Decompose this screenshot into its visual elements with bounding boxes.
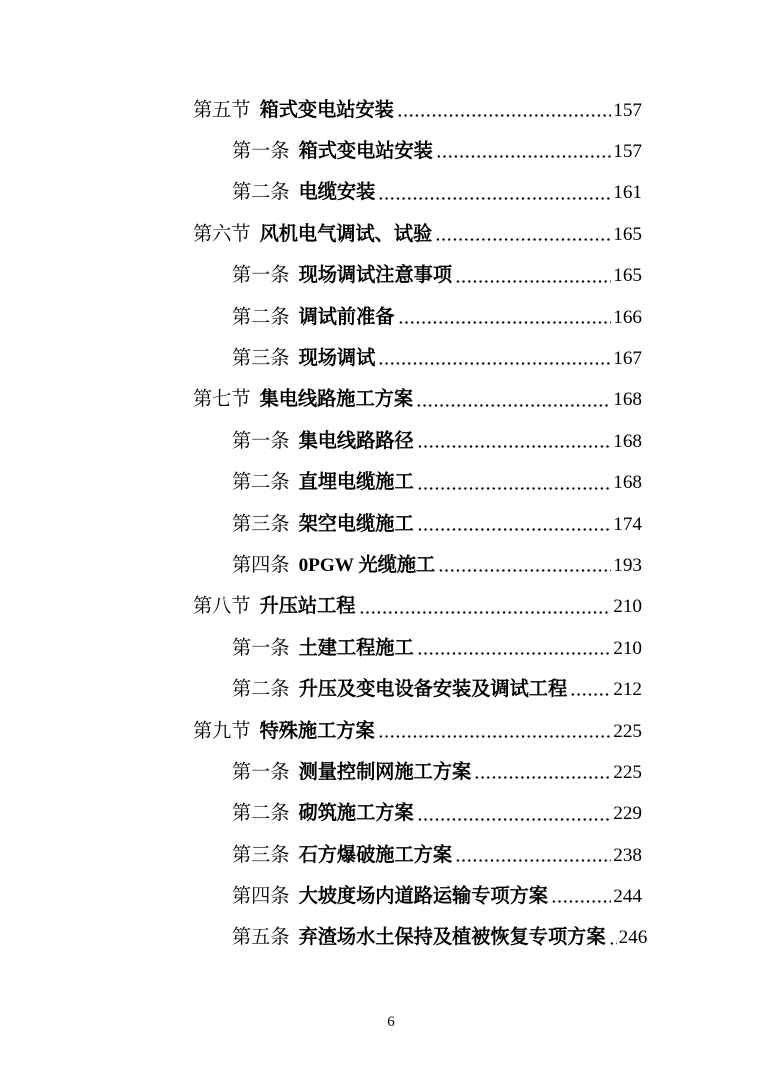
- toc-entry-label: 第一条: [232, 141, 290, 163]
- dot-leader: [417, 794, 612, 835]
- toc-entry-page: 165: [613, 265, 642, 287]
- dot-leader: [378, 173, 611, 214]
- dot-leader: [455, 835, 611, 876]
- toc-entry-page: 168: [613, 389, 642, 411]
- toc-entry-label: 第七节: [193, 389, 251, 411]
- dot-leader: [416, 380, 611, 421]
- toc-entry-label: 第一条: [232, 761, 290, 783]
- toc-entry-page: 161: [613, 182, 642, 204]
- toc-entry-title: 大坡度场内道路运输专项方案: [298, 886, 548, 908]
- toc-entry-page: 193: [613, 554, 642, 576]
- toc-entry-title: 弃渣场水土保持及植被恢复专项方案: [298, 927, 606, 949]
- toc-entry-sub[interactable]: [193, 835, 642, 876]
- toc-entry-page: 210: [613, 637, 642, 659]
- page-number: 6: [387, 1014, 395, 1030]
- toc-entry-label: 第一条: [232, 430, 290, 452]
- dot-leader: [609, 918, 617, 959]
- toc-entry-sub[interactable]: [193, 173, 642, 214]
- dot-leader: [438, 545, 611, 586]
- toc-entry-label: 第八节: [193, 596, 251, 618]
- toc-entry-page: 167: [613, 348, 642, 369]
- toc-entry-page: 238: [613, 844, 642, 866]
- toc-entry-title: 箱式变电站安装: [259, 99, 394, 121]
- toc-entry-page: 157: [613, 99, 642, 121]
- toc-entry-title: 石方爆破施工方案: [298, 844, 453, 866]
- toc-entry-label: 第三条: [232, 348, 290, 369]
- toc-entry-label: 第四条: [232, 886, 290, 908]
- toc-entry-sub[interactable]: [193, 752, 642, 793]
- dot-leader: [397, 90, 611, 131]
- dot-leader: [417, 421, 612, 462]
- toc-entry-page: 244: [613, 886, 642, 908]
- toc-entry-section[interactable]: [193, 587, 642, 628]
- toc-entry-section[interactable]: [193, 90, 642, 131]
- toc-entry-label: 第二条: [232, 803, 290, 825]
- toc-entry-title: 砌筑施工方案: [298, 803, 414, 825]
- toc-entry-label: 第五条: [232, 927, 290, 949]
- toc-entry-title: 测量控制网施工方案: [298, 761, 472, 783]
- toc-entry-page: 165: [613, 223, 642, 245]
- toc-entry-title: 0PGW 光缆施工: [298, 554, 436, 576]
- dot-leader: [455, 256, 611, 297]
- toc-entry-page: 157: [613, 141, 642, 163]
- toc-entry-page: 168: [613, 430, 642, 452]
- toc-entry-title: 架空电缆施工: [298, 513, 414, 535]
- toc-entry-sub[interactable]: [193, 338, 642, 379]
- toc-entry-sub[interactable]: [193, 918, 648, 959]
- toc-entry-section[interactable]: [193, 380, 642, 421]
- toc-entry-label: 第一条: [232, 265, 290, 287]
- toc-entry-label: 第三条: [232, 513, 290, 535]
- toc-entry-label: 第二条: [232, 182, 290, 204]
- toc-entry-page: 225: [613, 720, 642, 742]
- toc-entry-title: 升压站工程: [259, 596, 356, 618]
- dot-leader: [378, 338, 611, 379]
- toc-entry-title: 现场调试: [298, 348, 376, 369]
- toc-entry-sub[interactable]: [193, 794, 642, 835]
- toc-entry-sub[interactable]: [193, 876, 642, 917]
- toc-entry-sub[interactable]: [193, 297, 642, 338]
- dot-leader: [435, 214, 611, 255]
- dot-leader: [551, 876, 611, 917]
- dot-leader: [359, 587, 612, 628]
- toc-entry-section[interactable]: [193, 711, 642, 752]
- toc-entry-page: 225: [613, 761, 642, 783]
- toc-entry-title: 现场调试注意事项: [298, 265, 453, 287]
- toc-entry-title: 土建工程施工: [298, 637, 414, 659]
- dot-leader: [417, 463, 612, 504]
- toc-entry-page: 166: [613, 306, 642, 328]
- table-of-contents: [193, 90, 648, 959]
- toc-entry-label: 第五节: [193, 99, 251, 121]
- toc-entry-page: 210: [613, 596, 642, 618]
- toc-entry-title: 电缆安装: [298, 182, 376, 204]
- toc-entry-sub[interactable]: [193, 131, 642, 172]
- dot-leader: [436, 131, 611, 172]
- toc-entry-sub[interactable]: [193, 463, 642, 504]
- toc-entry-sub[interactable]: [193, 256, 642, 297]
- toc-entry-label: 第四条: [232, 554, 290, 576]
- toc-entry-page: 212: [613, 679, 642, 701]
- toc-entry-section[interactable]: [193, 214, 642, 255]
- toc-entry-sub[interactable]: [193, 628, 642, 669]
- toc-entry-sub[interactable]: [193, 669, 642, 710]
- dot-leader: [570, 669, 611, 710]
- dot-leader: [398, 297, 612, 338]
- toc-entry-title: 风机电气调试、试验: [259, 223, 433, 245]
- dot-leader: [474, 752, 611, 793]
- toc-entry-title: 箱式变电站安装: [298, 141, 433, 163]
- toc-entry-label: 第二条: [232, 679, 290, 701]
- toc-entry-label: 第二条: [232, 472, 290, 494]
- toc-entry-page: 229: [613, 803, 642, 825]
- toc-entry-sub[interactable]: [193, 545, 642, 586]
- toc-entry-label: 第一条: [232, 637, 290, 659]
- toc-entry-label: 第二条: [232, 306, 290, 328]
- toc-entry-label: 第六节: [193, 223, 251, 245]
- dot-leader: [417, 504, 612, 545]
- page-footer: [0, 1014, 761, 1034]
- toc-entry-title: 调试前准备: [298, 306, 395, 328]
- toc-entry-label: 第三条: [232, 844, 290, 866]
- toc-entry-label: 第九节: [193, 720, 251, 742]
- toc-entry-page: 174: [613, 513, 642, 535]
- toc-entry-title: 集电线路施工方案: [259, 389, 414, 411]
- toc-entry-sub[interactable]: [193, 504, 642, 545]
- dot-leader: [378, 711, 612, 752]
- toc-entry-title: 集电线路路径: [298, 430, 414, 452]
- toc-entry-title: 直埋电缆施工: [298, 472, 414, 494]
- toc-entry-title: 升压及变电设备安装及调试工程: [298, 679, 568, 701]
- toc-entry-page: 246: [618, 927, 648, 949]
- toc-entry-title: 特殊施工方案: [259, 720, 375, 742]
- dot-leader: [417, 628, 612, 669]
- toc-entry-page: 168: [613, 472, 642, 494]
- toc-entry-sub[interactable]: [193, 421, 642, 462]
